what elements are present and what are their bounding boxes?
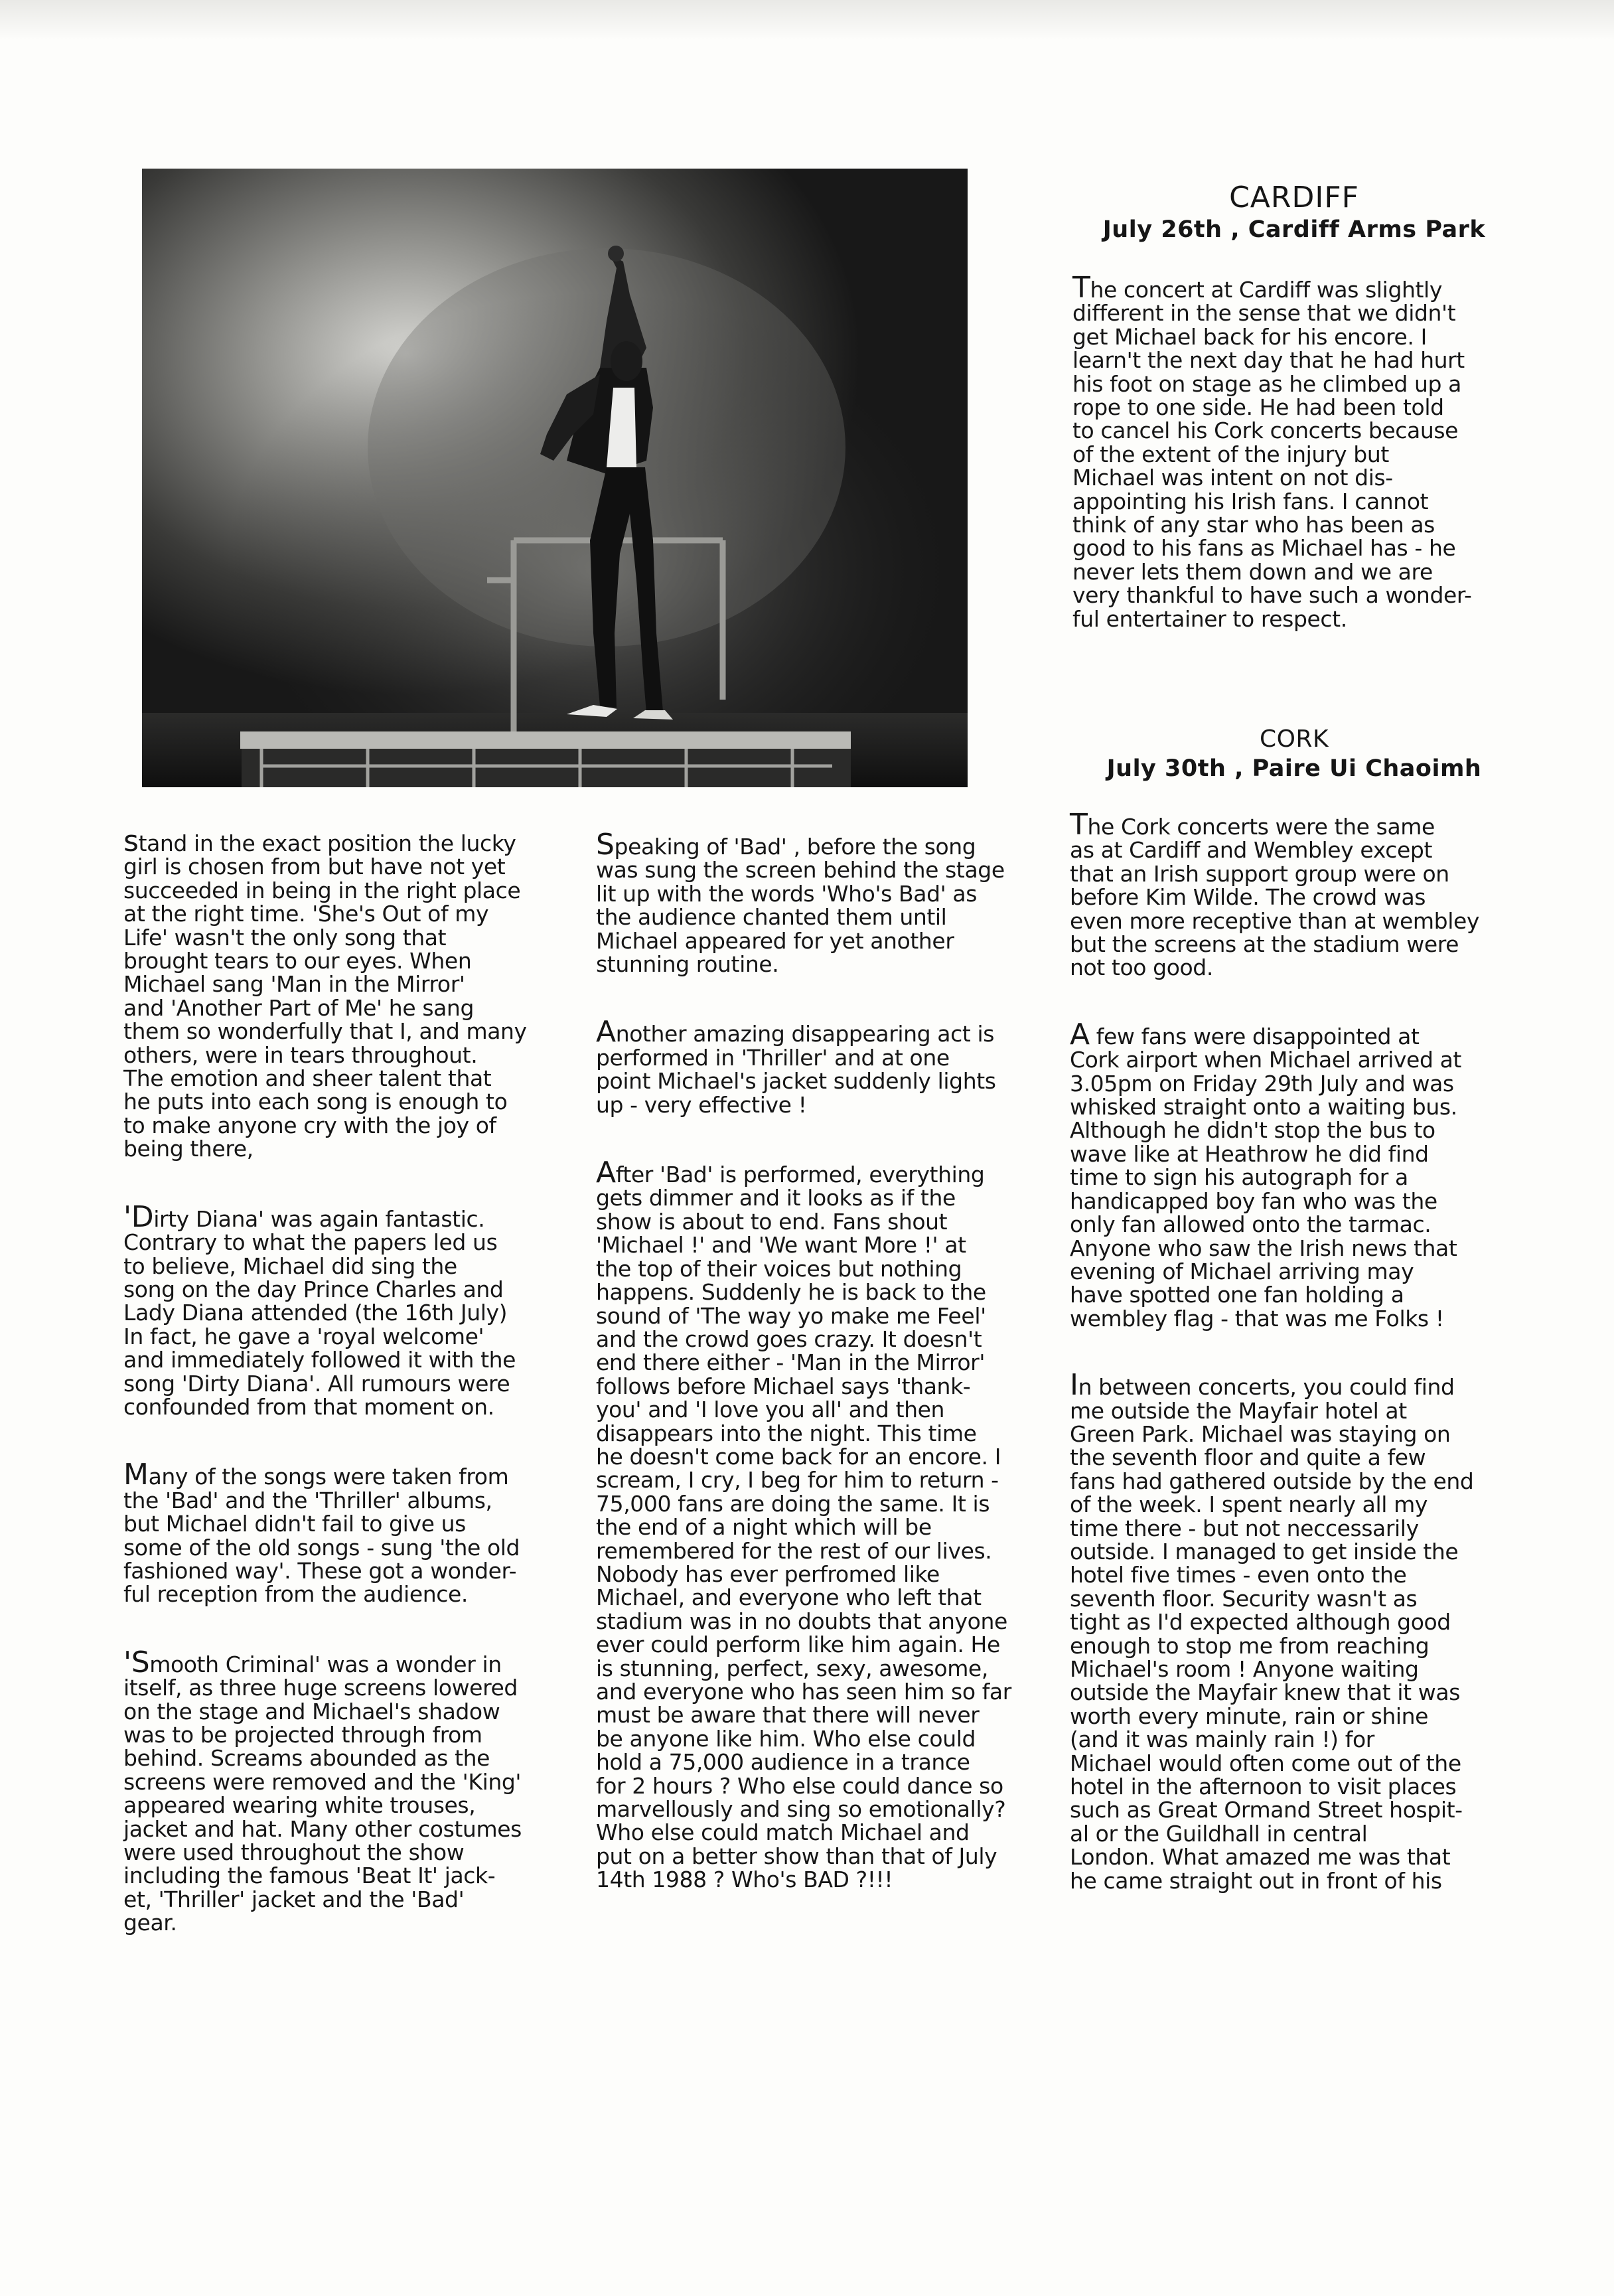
cork-paragraph: In between concerts, you could find me outside the Mayfair hotel at Green Park. Michael was staying on the seventh floor and quite a few fans had gathered outside by the end of the week. I spent nearly all my time there - but not neccessarily outside. I managed to get inside the hotel five times - even onto the seventh floor. Security wasn't as tight as I'd expected although good enough to stop me from reaching Michael's room ! Anyone waiting outside the Mayfair knew that it was worth every minute, rain or shine (and it was mainly rain !) for Michael would often come out of the hotel in the afternoon to visit places such as Great Ormand Street hospit- al or the Guildhall in central London. What amazed me was that he came straight out in front of his [1070,1368,1474,1894]
cork-article [1070,808,1508,1936]
performer-on-stage-photo [142,169,968,787]
middle-paragraph: After 'Bad' is performed, everything gets dimmer and it looks as if the show is about to end. Fans shout 'Michael !' and 'We want More !' at the top of their voices but nothing happens. Suddenly he is back to the sound of 'The way yo make me Feel' and the crowd goes crazy. It doesn't end there either - 'Man in the Mirror' follows before Michael says 'thank- you' and 'I love you all' and then disappears into the night. This time he doesn't come back for an encore. I scream, I cry, I beg for him to return - 75,000 fans are doing the same. It is the end of a night which will be remembered for the rest of our lives. Nobody has ever perfromed like Michael, and everyone who left that stadium was in no doubts that anyone ever could perform like him again. He is stunning, perfect, sexy, awesome, and everyone who has seen him so far must be aware that there will never be anyone like him. Who else could hold a 75,000 audience in a trance for 2 hours ? Who else could dance so marvellously and sing so emotionally? Who else could match Michael and put on a better show than that of July 14th 1988 ? Who's BAD ?!!! [596,1156,1011,1893]
left-paragraph: 'Smooth Criminal' was a wonder in itself, as three huge screens lowered on the stage and Michael's shadow was to be projected through from behind. Screams abounded as the screens were removed and the 'King' appeared wearing white trouses, jacket and hat. Many other costumes were used throughout the show including the famous 'Beat It' jack- et, 'Thriller' jacket and the 'Bad' gear. [123,1645,522,1936]
stage-platform [240,731,851,787]
left-paragraph: Many of the songs were taken from the 'Bad' and the 'Thriller' albums, but Michael didn't fail to give us some of the old songs - sung 'the old fashioned way'. These got a wonder- ful reception from the audience. [123,1458,520,1608]
cork-subtitle: July 30th , Paire Ui Chaoimh [1106,755,1482,782]
cork-title: CORK [1259,726,1329,753]
middle-paragraph: Another amazing disappearing act is performed in 'Thriller' and at one point Michael's jacket suddenly lights up - very effective ! [596,1015,996,1118]
cardiff-title: CARDIFF [1229,181,1359,214]
cardiff-subtitle: July 26th , Cardiff Arms Park [1102,216,1486,243]
cork-paragraph: A few fans were disappointed at Cork airport when Michael arrived at 3.05pm on Friday 29th July and was whisked straight onto a waiting bus. Although he didn't stop the bus to wave like at Heathrow he did find time to sign his autograph for a handicapped boy fan who was the only fan allowed onto the tarmac. Anyone who saw the Irish news that evening of Michael arriving may have spotted one fan holding a wembley flag - that was me Folks ! [1070,1017,1461,1332]
left-paragraph: stand in the exact position the lucky girl is chosen from but have not yet succeeded in being in the right place at the right time. 'She's Out of my Life' wasn't the only song that brought tears to our eyes. When Michael sang 'Man in the Mirror' and 'Another Part of Me' he sang them so wonderfully that I, and many others, were in tears throughout. The emotion and sheer talent that he puts into each song is enough to to make anyone cry with the joy of being there, [123,824,527,1162]
cork-paragraph: The Cork concerts were the same as at Cardiff and Wembley except that an Irish support group were on before Kim Wilde. The crowd was even more receptive than at wembley but the screens at the stadium were not too good. [1070,808,1479,981]
concert-photo [142,169,968,787]
left-column-article [123,824,542,1979]
cardiff-paragraph: The concert at Cardiff was slightly different in the sense that we didn't get Michael back for his encore. I learn't the next day that he had hurt his foot on stage as he climbed up a rope to one side. He had been told to cancel his Cork concerts because of the extent of the injury but Michael was intent on not dis- appointing his Irish fans. I cannot think of any star who has been as good to his fans as Michael has - he never lets them down and we are very thankful to have such a wonder- ful entertainer to respect. [1072,271,1472,632]
page-top-shadow [0,0,1614,40]
cardiff-article [1072,271,1503,675]
left-paragraph: 'Dirty Diana' was again fantastic. Contrary to what the papers led us to believe, Michael did sing the song on the day Prince Charles and Lady Diana attended (the 16th July) In fact, he gave a 'royal welcome' and immediately followed it with the song 'Dirty Diana'. All rumours were confounded from that moment on. [123,1199,516,1420]
middle-column-article [596,828,1034,1936]
cork-heading [1062,725,1526,783]
cardiff-heading [1062,181,1526,244]
middle-paragraph: Speaking of 'Bad' , before the song was sung the screen behind the stage lit up with the words 'Who's Bad' as the audience chanted them until Michael appeared for yet another stunning routine. [596,828,1005,978]
